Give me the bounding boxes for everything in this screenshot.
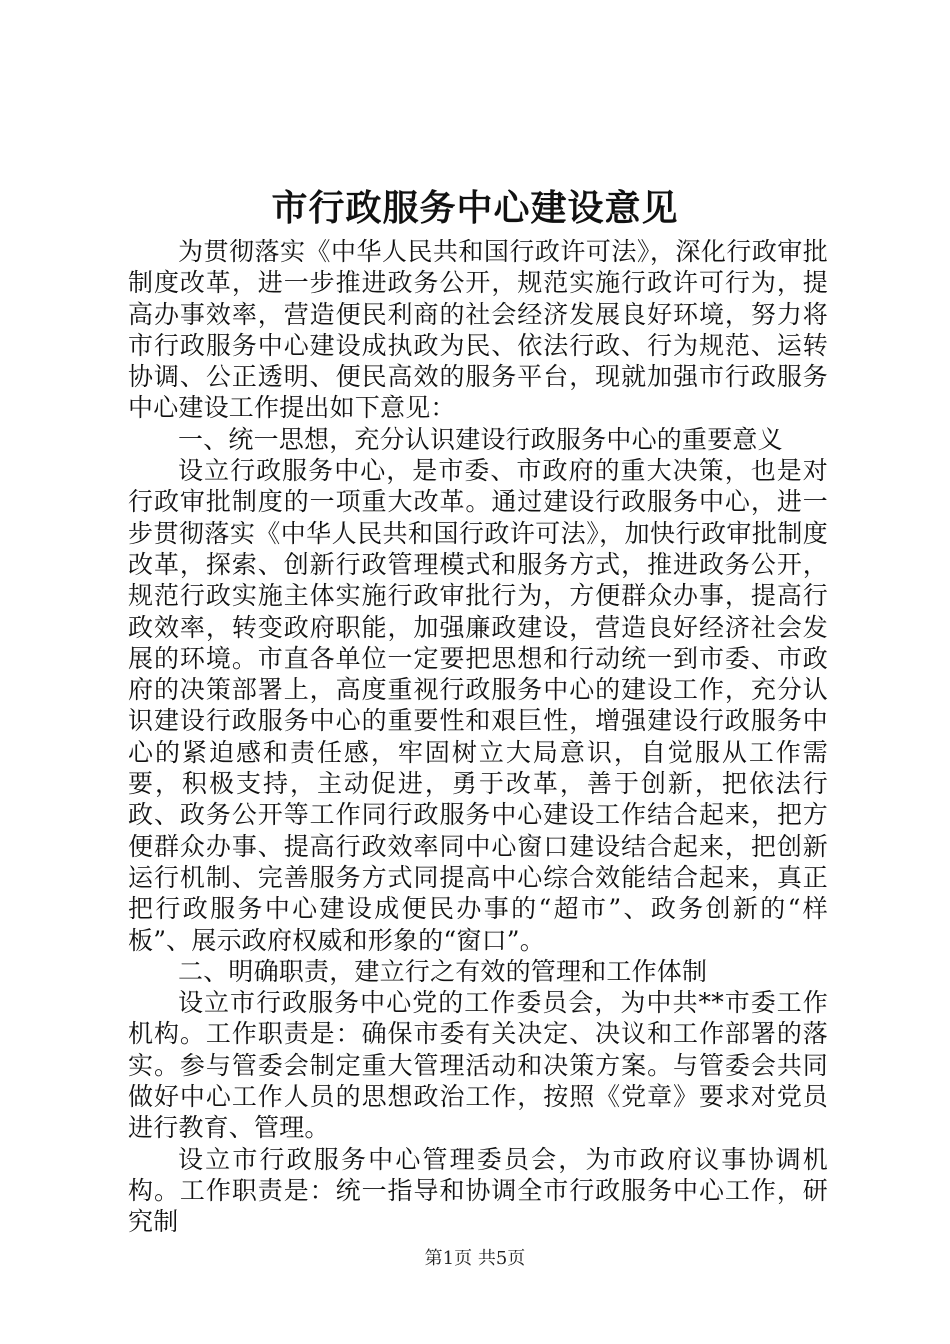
section-heading-1: 一、统一思想，充分认识建设行政服务中心的重要意义 [178,424,783,454]
section-1-paragraph: 设立行政服务中心，是市委、市政府的重大决策，也是对行政审批制度的一项重大改革。通过建设行政服务中心，进一步贯彻落实《中华人民共和国行政许可法》，加快行政审批制度改革，探索、创新行政管理模式和服务方式，推进政务公开，规范行政实施主体实施行政审批行为，方便群众办事，提高行政效率，转变政府职能，加强廉政建设，营造良好经济社会发展的环境。市直各单位一定要把思想和行动统一到市委、市政府的决策部署上，高度重视行政服务中心的建设工作，充分认识建设行政服务中心的重要性和艰巨性，增强建设行政服务中心的紧迫感和责任感，牢固树立大局意识，自觉服从工作需要，积极支持，主动促进，勇于改革，善于创新，把依法行政、政务公开等工作同行政服务中心建设工作结合起来，把方便群众办事、提高行政效率同中心窗口建设结合起来，把创新运行机制、完善服务方式同提高中心综合效能结合起来，真正把行政服务中心建设成便民办事的“超市”、政务创新的“样板”、展示政府权威和形象的“窗口”。 [128,456,828,955]
page-number-footer: 第1页 共5页 [424,1248,526,1269]
intro-paragraph: 为贯彻落实《中华人民共和国行政许可法》，深化行政审批制度改革，进一步推进政务公开，规范实施行政许可行为，提高办事效率，营造便民利商的社会经济发展良好环境，努力将市行政服务中心建设成执政为民、依法行政、行为规范、运转协调、公正透明、便民高效的服务平台，现就加强市行政服务中心建设工作提出如下意见： [128,237,828,423]
section-2-paragraph-2: 设立市行政服务中心管理委员会，为市政府议事协调机构。工作职责是：统一指导和协调全市行政服务中心工作，研究制 [128,1144,828,1237]
section-2-paragraph-1: 设立市行政服务中心党的工作委员会，为中共**市委工作机构。工作职责是：确保市委有关决定、决议和工作部署的落实。参与管委会制定重大管理活动和决策方案。与管委会共同做好中心工作人员的思想政治工作，按照《党章》要求对党员进行教育、管理。 [128,988,828,1143]
document-body [128,236,828,1238]
section-heading-2: 二、明确职责，建立行之有效的管理和工作体制 [178,956,708,986]
document-title: 市行政服务中心建设意见 [271,187,679,229]
